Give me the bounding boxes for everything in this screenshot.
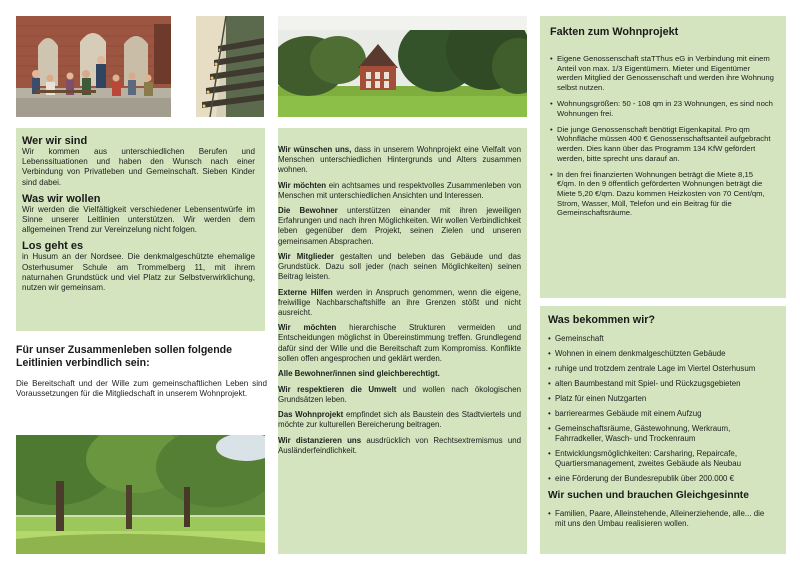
fakten-item: • Wohnungsgrößen: 50 - 108 qm in 23 Wohnungen, es sind noch Wohnungen frei. (550, 99, 774, 118)
guideline-6: Wir möchten hierarchische Strukturen vermeiden und Entscheidungen möglichst in Übereinstimmung treffen. Grundlegend dafür sind der Wille und die Bereitschaft zum Kompromiss. Konflikte sollen offen angesprochen und geklärt werden. (278, 323, 522, 363)
bekommen-item: • alten Baumbestand mit Spiel- und Rückzugsgebieten (548, 379, 774, 389)
leitlinien-heading: Für unser Zusammenleben sollen folgende Leitlinien verbindlich sein: (16, 344, 233, 369)
guideline-4: Wir Mitglieder gestalten und beleben das Gebäude und das Grundstück. Dazu soll jeder (nach seinen Möglichkeiten) seinen Beitrag leisten. (278, 252, 521, 282)
bekommen-list (548, 334, 774, 484)
fakten-item: • In den frei finanzierten Wohnungen beträgt die Miete 8,15 €/qm. In den 9 öffentlich geförderten Wohnungen beträgt die Miete 5,20 €/qm. Dazu kommen Heizkosten von 70 Cent/qm, Strom, Wasser, Müll, Telefon und ein Beitrag für die Gemeinschaftsräume. (550, 170, 774, 219)
was-wir-wollen-text: Wir werden die Vielfältigkeit verschiedener Lebensentwürfe im Sinne unserer Leitlinien unterstützen. Wir werden dem allgemeinen Trend zur Vereinzelung nicht folgen. (22, 204, 255, 235)
bekommen-heading: Was bekommen wir? (548, 314, 655, 326)
fakten-item: • Eigene Genossenschaft staTThus eG in Verbindung mit einem Anteil von max. 1/3 Eigentümern. Mieter und Eigentümer werden Mitglied der Genossenschaft und werden ihre Wohnung selbst nutzen. (550, 54, 774, 93)
fakten-item: • Die junge Genossenschaft benötigt Eigenkapital. Pro qm Wohnfläche müssen 400 € Genossenschaftsanteil aufgebracht werden. Dies kann über das Programm 134 KfW gefördert werden, bitte sprecht uns darauf an. (550, 125, 774, 164)
bekommen-item: • barrierearmes Gebäude mit einem Aufzug (548, 409, 774, 419)
suchen-item: • Familien, Paare, Alleinstehende, Alleinerziehende, alle... die mit uns den Umbau realisieren wollen. (548, 509, 774, 529)
bekommen-item: • Gemeinschaftsräume, Gästewohnung, Werkraum, Fahrradkeller, Wasch- und Trockenraum (548, 424, 774, 444)
bekommen-item: • eine Förderung der Bundesrepublik über 200.000 € (548, 474, 774, 484)
bekommen-item: • Entwicklungsmöglichkeiten: Carsharing, Repaircafe, Quartiersmanagement, zweites Gebäude als Neubau (548, 449, 774, 469)
staircase-photo (196, 16, 264, 117)
guideline-7: Alle Bewohner/innen sind gleichberechtigt. (278, 369, 440, 379)
bekommen-item: • Gemeinschaft (548, 334, 774, 344)
leitlinien-section (16, 344, 267, 399)
bekommen-item: • Platz für einen Nutzgarten (548, 394, 774, 404)
guideline-1: Wir wünschen uns, dass in unserem Wohnprojekt eine Vielfalt von Menschen unterschiedlichen Hintergrunds und Alters zusammen wohnen. (278, 145, 521, 175)
leitlinien-text: Die Bereitschaft und der Wille zum gemeinschaftlichen Leben sind Voraussetzungen für die Mitgliedschaft in unserem Wohnprojekt. (16, 379, 267, 399)
bekommen-item: • ruhige und trotzdem zentrale Lage im Viertel Osterhusum (548, 364, 774, 374)
fakten-heading: Fakten zum Wohnprojekt (550, 26, 679, 38)
intro-panel (16, 128, 265, 331)
guideline-8: Wir respektieren die Umwelt und wollen nach ökologischen Grundsätzen leben. (278, 384, 521, 404)
bekommen-item: • Wohnen in einem denkmalgeschützten Gebäude (548, 349, 774, 359)
guideline-10: Wir distanzieren uns ausdrücklich von Rechtsextremismus und Ausländerfeindlichkeit. (278, 435, 521, 455)
guidelines-panel (278, 128, 527, 554)
guideline-2: Wir möchten ein achtsames und respektvolles Zusammenleben von Menschen mit unterschiedlichen Ansichten und Interessen. (278, 180, 521, 200)
suchen-list (548, 509, 774, 529)
schoolhouse-photo (278, 16, 527, 117)
wer-wir-sind-text: Wir kommen aus unterschiedlichen Berufen und Lebenssituationen und haben den Wunsch nach einer Verbindung von Privatleben und Gemeinschaft. Sieben Kinder sind dabei. (22, 147, 255, 187)
was-wir-wollen-heading: Was wir wollen (22, 192, 101, 205)
guideline-5: Externe Hilfen werden in Anspruch genommen, wenn die eigene, freiwillige Nachbarschaftshilfe an ihre Grenzen stößt und nicht ausreicht. (278, 287, 522, 317)
fakten-list (550, 54, 774, 218)
los-geht-es-heading: Los geht es (22, 240, 84, 253)
trees-photo (16, 435, 265, 554)
courtyard-photo (16, 16, 171, 117)
wer-wir-sind-heading: Wer wir sind (22, 135, 88, 147)
los-geht-es-text: in Husum an der Nordsee. Die denkmalgeschützte ehemalige Osterhusumer Schule am Trommelberg 11, mit ihrem naturnahen Grundstück und viel Platz zur Selbstverwirklichung, nutzen wir gemeinsam. (22, 252, 255, 293)
bekommen-panel (540, 306, 786, 554)
suchen-heading: Wir suchen und brauchen Gleichgesinnte (548, 490, 749, 501)
fakten-panel (540, 16, 786, 298)
guideline-3: Die Bewohner unterstützen einander mit ihren jeweiligen Erfahrungen und nach ihren Möglichkeiten. Wir wollen Verbindlichkeit leben gegenüber dem Projekt, seinen Zielen und unseren gemeinsamen Absprachen. (278, 206, 521, 246)
guideline-9: Das Wohnprojekt empfindet sich als Baustein des Stadtviertels und möchte zur kulturellen Bereicherung beitragen. (278, 410, 521, 430)
